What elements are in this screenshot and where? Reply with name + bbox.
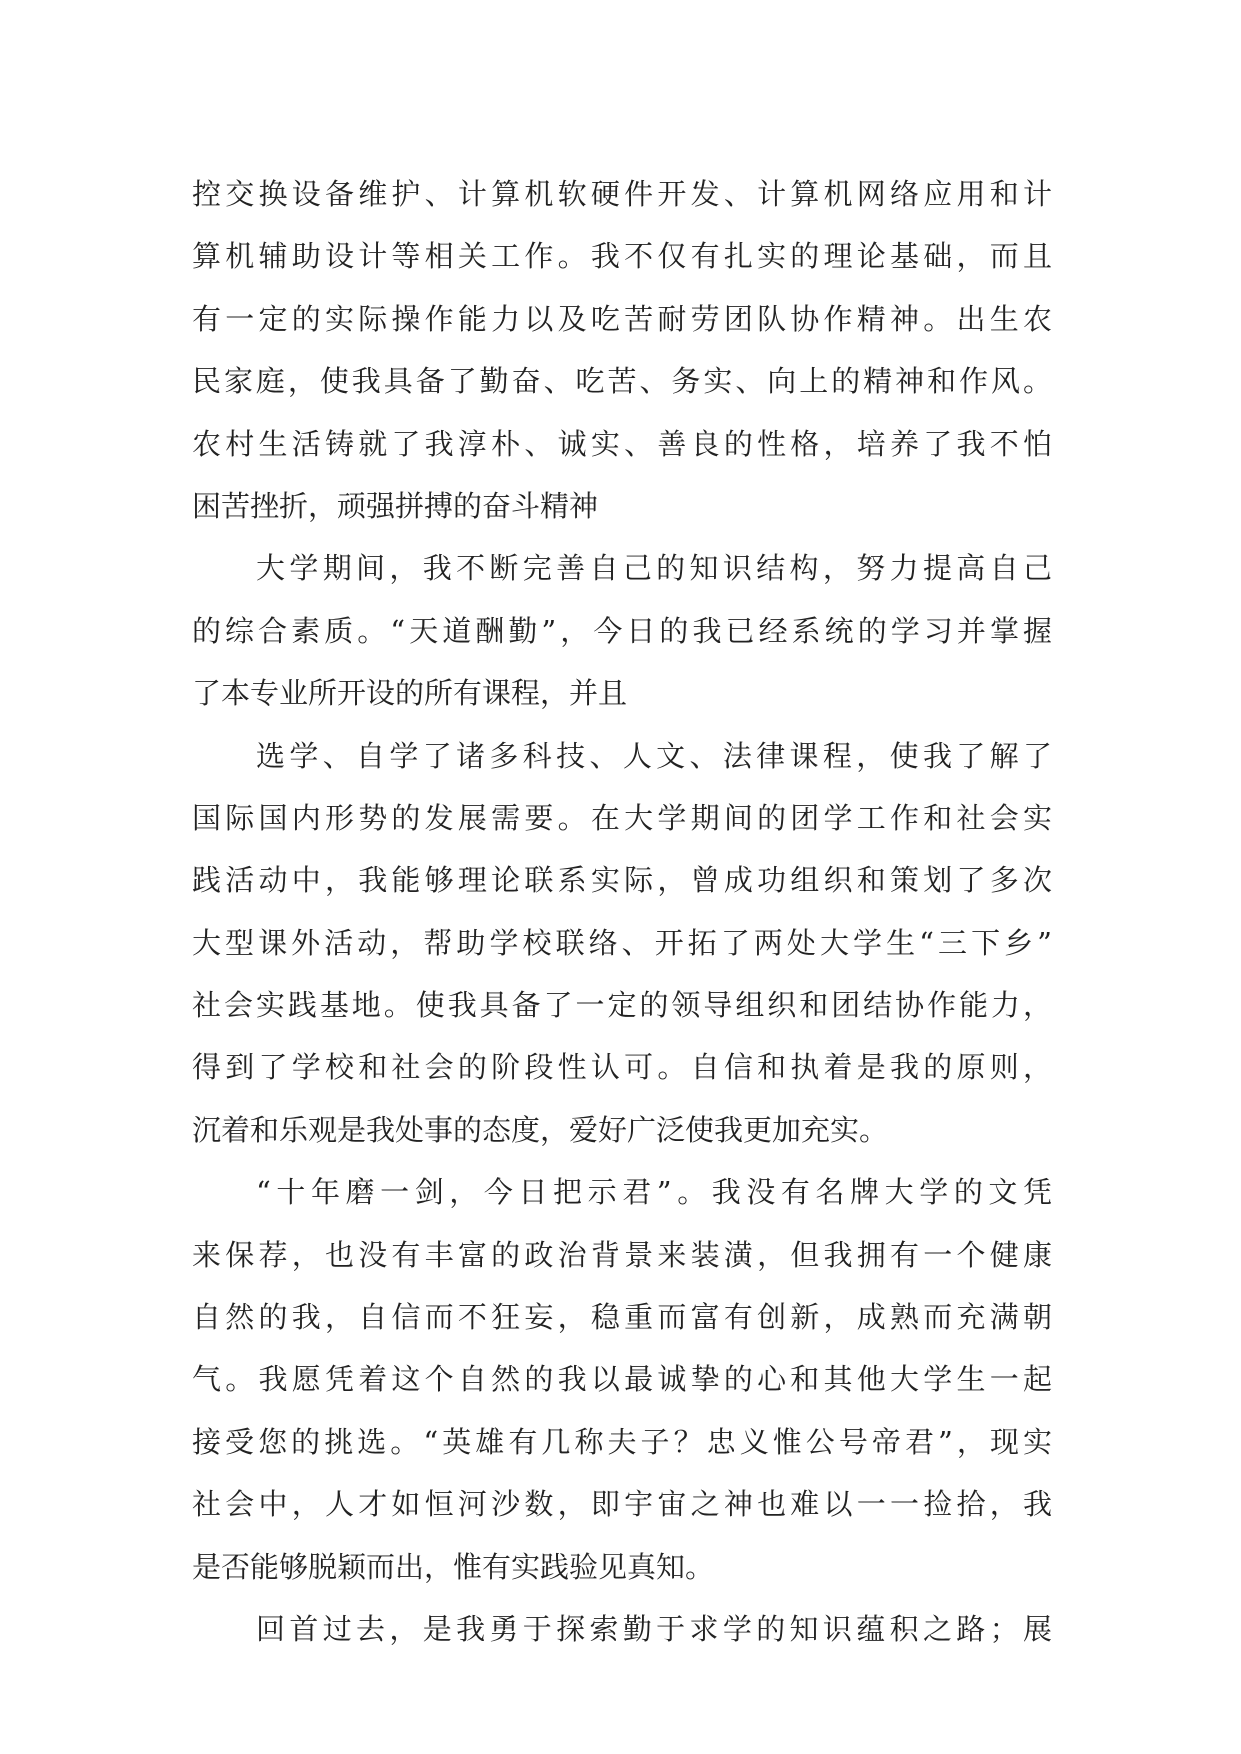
text-line: 回首过去，是我勇于探索勤于求学的知识蕴积之路；展 — [256, 1611, 1052, 1646]
text-line: 算机辅助设计等相关工作。我不仅有扎实的理论基础，而且 — [192, 239, 1052, 274]
text-line: 践活动中，我能够理论联系实际，曾成功组织和策划了多次 — [192, 863, 1052, 898]
text-line: 得到了学校和社会的阶段性认可。自信和执着是我的原则， — [192, 1050, 1052, 1085]
text-line: 国际国内形势的发展需要。在大学期间的团学工作和社会实 — [192, 800, 1052, 835]
text-line: 有一定的实际操作能力以及吃苦耐劳团队协作精神。出生农 — [192, 301, 1052, 336]
text-line: 的综合素质。“天道酬勤”，今日的我已经系统的学习并掌握 — [192, 613, 1052, 648]
text-line: 是否能够脱颖而出，惟有实践验见真知。 — [192, 1549, 715, 1584]
text-line: 自然的我，自信而不狂妄，稳重而富有创新，成熟而充满朝 — [192, 1300, 1052, 1335]
text-line: 农村生活铸就了我淳朴、诚实、善良的性格，培养了我不怕 — [192, 426, 1052, 461]
text-line: 了本专业所开设的所有课程，并且 — [192, 676, 628, 711]
text-line: 社会中，人才如恒河沙数，即宇宙之神也难以一一捡拾，我 — [192, 1487, 1052, 1522]
text-line: 民家庭，使我具备了勤奋、吃苦、务实、向上的精神和作风。 — [192, 364, 1052, 399]
body-text — [192, 163, 1052, 1660]
text-line: 沉着和乐观是我处事的态度，爱好广泛使我更加充实。 — [192, 1112, 889, 1147]
text-line: 困苦挫折，顽强拼搏的奋斗精神 — [192, 488, 599, 523]
text-line: “十年磨一剑，今日把示君”。我没有名牌大学的文凭 — [256, 1175, 1052, 1210]
text-line: 气。我愿凭着这个自然的我以最诚挚的心和其他大学生一起 — [192, 1362, 1052, 1397]
text-line: 大型课外活动，帮助学校联络、开拓了两处大学生“三下乡” — [192, 925, 1052, 960]
text-line: 接受您的挑选。“英雄有几称夫子？忠义惟公号帝君”，现实 — [192, 1424, 1052, 1459]
text-line: 大学期间，我不断完善自己的知识结构，努力提高自己 — [256, 551, 1052, 586]
text-line: 来保荐，也没有丰富的政治背景来装潢，但我拥有一个健康 — [192, 1237, 1052, 1272]
text-line: 社会实践基地。使我具备了一定的领导组织和团结协作能力， — [192, 988, 1052, 1023]
text-line: 控交换设备维护、计算机软硬件开发、计算机网络应用和计 — [192, 177, 1052, 211]
text-line: 选学、自学了诸多科技、人文、法律课程，使我了解了 — [256, 738, 1052, 773]
